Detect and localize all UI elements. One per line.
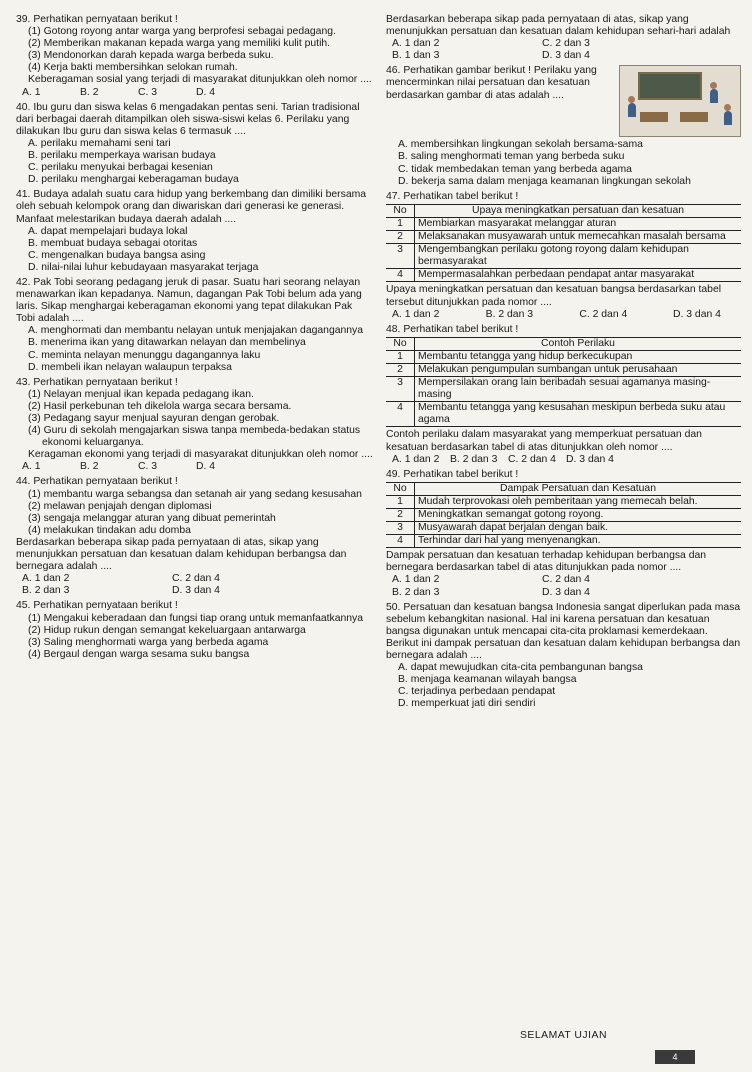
question-stem: Pak Tobi seorang pedagang jeruk di pasar. Suatu hari seorang nelayan menawarkan ikan kepadanya. Namun, dagangan Pak Tobi belum ada yang laris. Sikap menghargai keberagaman ekonomi yang tepat dilakukan Pak Tobi adalah .... xyxy=(16,276,362,325)
option-a[interactable]: A. 1 dan 2 xyxy=(22,573,70,585)
desk-shape xyxy=(680,112,708,122)
table-cell: Mempersilakan orang lain beribadah sesuai agamanya masing-masing xyxy=(415,377,742,402)
statement: (4) Guru di sekolah mengajarkan siswa tanpa membeda-bedakan status ekonomi keluarganya. xyxy=(28,425,361,449)
question-48 xyxy=(386,324,741,466)
statement: (2) Memberikan makanan kepada warga yang memiliki kulit putih. xyxy=(28,38,331,50)
table-cell: 3 xyxy=(386,244,415,269)
question-number: 43. xyxy=(16,376,31,388)
table-cell: 2 xyxy=(386,363,415,376)
table-row xyxy=(386,350,741,363)
option-b[interactable]: B. 2 xyxy=(80,461,99,473)
question-text: Berdasarkan beberapa sikap pada pernyataan di atas, sikap yang menunjukkan persatuan dan kesatuan dalam kehidupan berbangsa dan bernegara adalah .... xyxy=(16,536,347,573)
question-44 xyxy=(16,476,373,597)
table-cell: Mengembangkan perilaku gotong royong dalam kehidupan bermasyarakat xyxy=(415,244,742,269)
question-number: 46. xyxy=(386,65,401,77)
table-header: Upaya meningkatkan persatuan dan kesatuan xyxy=(415,204,742,217)
closing-text: SELAMAT UJIAN xyxy=(520,1030,607,1041)
option-c[interactable]: C. 2 dan 4 xyxy=(579,308,628,320)
table-cell: Membantu tetangga yang hidup berkecukupan xyxy=(415,350,742,363)
question-45-continued xyxy=(386,14,741,62)
table-cell: 4 xyxy=(386,402,415,427)
question-text: Contoh perilaku dalam masyarakat yang memperkuat persatuan dan kesatuan berdasarkan tabel di atas ditunjukkan oleh nomor .... xyxy=(386,429,702,453)
question-number: 44. xyxy=(16,476,31,488)
question-number: 48. xyxy=(386,323,401,335)
option-b[interactable]: B. 2 dan 3 xyxy=(22,585,70,597)
option-b[interactable]: B. menerima ikan yang ditawarkan nelayan dan membelinya xyxy=(28,337,306,349)
person-body-shape xyxy=(724,111,732,125)
option-d[interactable]: D. nilai-nilai luhur kebudayaan masyarakat terjaga xyxy=(28,261,259,273)
question-40 xyxy=(16,102,373,187)
question-39 xyxy=(16,14,373,99)
right-column xyxy=(386,14,741,714)
table-cell: 4 xyxy=(386,269,415,282)
option-d[interactable]: D. 3 dan 4 xyxy=(566,453,614,465)
option-b[interactable]: B. menjaga keamanan wilayah bangsa xyxy=(398,674,577,686)
option-d[interactable]: D. perilaku menghargai keberagaman budaya xyxy=(28,174,239,186)
person-head-shape xyxy=(710,82,717,89)
option-b[interactable]: B. 2 dan 3 xyxy=(450,453,498,465)
question-47 xyxy=(386,191,741,321)
question-number: 50. xyxy=(386,601,401,613)
question-stem: Ibu guru dan siswa kelas 6 mengadakan pentas seni. Tarian tradisional dari berbagai daerah ditampilkan oleh siswa-siswi kelas 6. Perilaku yang dilakukan Ibu guru dan siswa kelas 6 termasuk .... xyxy=(16,101,360,137)
question-stem: Perhatikan pernyataan berikut ! xyxy=(33,14,178,25)
question-text: Berdasarkan beberapa sikap pada pernyataan di atas, sikap yang menunjukkan persatuan dan kesatuan dalam kehidupan sehari-hari adalah xyxy=(386,14,731,38)
person-head-shape xyxy=(724,104,731,111)
option-c[interactable]: C. 2 dan 3 xyxy=(542,38,590,50)
question-number: 42. xyxy=(16,276,31,288)
table-cell: Musyawarah dapat berjalan dengan baik. xyxy=(415,522,742,535)
option-a[interactable]: A. 1 dan 2 xyxy=(392,574,440,586)
statement: (4) melakukan tindakan adu domba xyxy=(28,524,191,536)
table-cell: 3 xyxy=(386,522,415,535)
table-row xyxy=(386,535,741,548)
option-a[interactable]: A. menghormati dan membantu nelayan untuk menjajakan dagangannya xyxy=(28,325,364,337)
option-c[interactable]: C. 3 xyxy=(138,461,158,473)
question-stem: Perhatikan gambar berikut ! Perilaku yang mencerminkan nilai persatuan dan kesatuan berdasarkan gambar di atas adalah .... xyxy=(386,65,597,101)
question-stem: Perhatikan pernyataan berikut ! xyxy=(33,476,178,488)
statement: (1) Nelayan menjual ikan kepada pedagang ikan. xyxy=(28,388,254,400)
person-head-shape xyxy=(628,96,635,103)
statement: (4) Bergaul dengan warga sesama suku bangsa xyxy=(28,648,250,660)
table-cell: 2 xyxy=(386,231,415,244)
option-a[interactable]: A. 1 dan 2 xyxy=(392,38,440,50)
option-c[interactable]: C. meminta nelayan menunggu dagangannya laku xyxy=(28,349,261,361)
table-row xyxy=(386,509,741,522)
question-45 xyxy=(16,600,373,660)
table-row xyxy=(386,377,741,402)
statement: (1) membantu warga sebangsa dan setanah air yang sedang kesusahan xyxy=(28,488,362,500)
question-number: 49. xyxy=(386,468,401,480)
option-d[interactable]: D. 3 dan 4 xyxy=(672,308,721,320)
table-cell: Membiarkan masyarakat melanggar aturan xyxy=(415,217,742,230)
table-row xyxy=(386,244,741,269)
table-header: No xyxy=(386,204,415,217)
option-c[interactable]: C. 2 dan 4 xyxy=(172,573,220,585)
table-cell: Melakukan pengumpulan sumbangan untuk perusahaan xyxy=(415,363,742,376)
statement: (2) Hidup rukun dengan semangat kekeluargaan antarwarga xyxy=(28,624,306,636)
table-cell: 1 xyxy=(386,217,415,230)
option-d[interactable]: D. bekerja sama dalam menjaga keamanan lingkungan sekolah xyxy=(398,175,691,187)
statement: (3) sengaja melanggar aturan yang dibuat pemerintah xyxy=(28,512,276,524)
question-stem: Perhatikan pernyataan berikut ! xyxy=(33,376,178,388)
option-c[interactable]: C. terjadinya perbedaan pendapat xyxy=(398,686,556,698)
question-number: 45. xyxy=(16,600,31,612)
table-cell: 4 xyxy=(386,535,415,548)
question-stem: Perhatikan pernyataan berikut ! xyxy=(33,600,178,612)
table-row xyxy=(386,269,741,282)
question-text: Keberagaman sosial yang terjadi di masyarakat ditunjukkan oleh nomor .... xyxy=(28,74,372,86)
option-d[interactable]: D. 4 xyxy=(196,86,216,98)
option-b[interactable]: B. 1 dan 3 xyxy=(392,50,440,62)
statement: (2) melawan penjajah dengan diplomasi xyxy=(28,500,212,512)
table-cell: Mempermasalahkan perbedaan pendapat antar masyarakat xyxy=(415,269,742,282)
statement: (3) Saling menghormati warga yang berbeda agama xyxy=(28,636,269,648)
table-row xyxy=(386,217,741,230)
option-c[interactable]: C. mengenalkan budaya bangsa asing xyxy=(28,249,206,261)
option-a[interactable]: A. dapat mempelajari budaya lokal xyxy=(28,225,188,237)
table-48 xyxy=(386,337,741,428)
option-a[interactable]: A. 1 xyxy=(22,86,41,98)
question-43 xyxy=(16,377,373,474)
table-cell: Terhindar dari hal yang menyenangkan. xyxy=(415,535,742,548)
blackboard-shape xyxy=(638,72,702,100)
table-row xyxy=(386,495,741,508)
option-d[interactable]: D. 4 xyxy=(196,461,216,473)
left-column xyxy=(16,14,373,664)
option-d[interactable]: D. memperkuat jati diri sendiri xyxy=(398,698,536,710)
desk-shape xyxy=(640,112,668,122)
table-header: Contoh Perilaku xyxy=(415,337,742,350)
table-cell: Membantu tetangga yang kesusahan meskipun berbeda suku atau agama xyxy=(415,402,742,427)
option-b[interactable]: B. membuat budaya sebagai otoritas xyxy=(28,237,198,249)
question-42 xyxy=(16,277,373,374)
table-header: Dampak Persatuan dan Kesatuan xyxy=(415,482,742,495)
option-a[interactable]: A. perilaku memahami seni tari xyxy=(28,137,171,149)
question-text: Keragaman ekonomi yang terjadi di masyarakat ditunjukkan oleh nomor .... xyxy=(28,449,373,461)
option-d[interactable]: D. membeli ikan nelayan walaupun terpaksa xyxy=(28,361,232,373)
statement: (2) Hasil perkebunan teh dikelola warga secara bersama. xyxy=(28,400,292,412)
question-49 xyxy=(386,469,741,599)
option-c[interactable]: C. 3 xyxy=(138,86,158,98)
option-c[interactable]: C. perilaku menyukai berbagai kesenian xyxy=(28,162,213,174)
option-d[interactable]: D. 3 dan 4 xyxy=(542,50,590,62)
question-number: 39. xyxy=(16,14,31,25)
question-number: 41. xyxy=(16,189,31,201)
question-41 xyxy=(16,189,373,274)
option-c[interactable]: C. 2 dan 4 xyxy=(508,453,556,465)
option-b[interactable]: B. 2 xyxy=(80,86,99,98)
question-number: 47. xyxy=(386,190,401,202)
question-text: Dampak persatuan dan kesatuan terhadap kehidupan berbangsa dan bernegara berdasarkan tabel di atas ditunjukkan pada nomor .... xyxy=(386,550,707,574)
table-row xyxy=(386,522,741,535)
question-stem: Persatuan dan kesatuan bangsa Indonesia sangat diperlukan pada masa sebelum kebangkitan nasional. Hal ini karena persatuan dan kesatuan bangsa digunakan untuk mencapai cita-cita proklamasi kemerdekaan. Berikut ini dampak persatuan dan kesatuan dalam kehidupan berbangsa dan bernegara adalah .... xyxy=(386,601,741,662)
table-47 xyxy=(386,204,741,283)
table-49 xyxy=(386,482,741,548)
option-a[interactable]: A. 1 dan 2 xyxy=(392,308,440,320)
table-header: No xyxy=(386,337,415,350)
option-b[interactable]: B. perilaku memperkaya warisan budaya xyxy=(28,150,216,162)
question-50 xyxy=(386,602,741,711)
table-header: No xyxy=(386,482,415,495)
question-stem: Perhatikan tabel berikut ! xyxy=(403,323,519,335)
table-cell: Melaksanakan musyawarah untuk memecahkan masalah bersama xyxy=(415,231,742,244)
statement: (3) Pedagang sayur menjual sayuran dengan gerobak. xyxy=(28,413,280,424)
statement: (1) Mengakui keberadaan dan fungsi tiap orang untuk memanfaatkannya xyxy=(28,612,364,624)
option-d[interactable]: D. 3 dan 4 xyxy=(172,585,220,597)
option-a[interactable]: A. dapat mewujudkan cita-cita pembangunan bangsa xyxy=(398,662,643,674)
question-stem: Perhatikan tabel berikut ! xyxy=(403,468,519,480)
table-cell: 1 xyxy=(386,495,415,508)
classroom-illustration xyxy=(619,65,741,137)
question-stem: Budaya adalah suatu cara hidup yang berkembang dan dimiliki bersama oleh sebuah kelompok orang dan diwariskan dari generasi ke generasi. Manfaat melestarikan budaya daerah adalah .... xyxy=(16,189,367,225)
table-row xyxy=(386,402,741,427)
option-b[interactable]: B. 2 dan 3 xyxy=(485,308,534,320)
option-c[interactable]: C. tidak membedakan teman yang berbeda agama xyxy=(398,163,632,175)
statement: (4) Kerja bakti membersihkan selokan rumah. xyxy=(28,62,238,74)
person-body-shape xyxy=(628,103,636,117)
option-b[interactable]: B. saling menghormati teman yang berbeda suku xyxy=(398,151,625,163)
option-a[interactable]: A. 1 xyxy=(22,461,41,473)
table-cell: 1 xyxy=(386,350,415,363)
table-cell: 3 xyxy=(386,377,415,402)
option-a[interactable]: A. 1 dan 2 xyxy=(392,453,440,465)
option-c[interactable]: C. 2 dan 4 xyxy=(542,574,590,586)
statement: (3) Mendonorkan darah kepada warga berbeda suku. xyxy=(28,50,274,62)
statement: (1) Gotong royong antar warga yang berprofesi sebagai pedagang. xyxy=(28,26,336,38)
question-46 xyxy=(386,65,741,187)
question-text: Upaya meningkatkan persatuan dan kesatuan bangsa berdasarkan tabel tersebut ditunjukkan pada nomor .... xyxy=(386,284,722,308)
table-cell: 2 xyxy=(386,509,415,522)
person-body-shape xyxy=(710,89,718,103)
question-stem: Perhatikan tabel berikut ! xyxy=(403,190,519,202)
question-number: 40. xyxy=(16,101,31,113)
option-a[interactable]: A. membersihkan lingkungan sekolah bersama-sama xyxy=(398,139,643,151)
table-row xyxy=(386,231,741,244)
option-b[interactable]: B. 2 dan 3 xyxy=(392,586,440,598)
table-cell: Meningkatkan semangat gotong royong. xyxy=(415,509,742,522)
table-row xyxy=(386,363,741,376)
table-cell: Mudah terprovokasi oleh pemberitaan yang memecah belah. xyxy=(415,495,742,508)
page-number: 4 xyxy=(655,1050,695,1064)
option-d[interactable]: D. 3 dan 4 xyxy=(542,586,590,598)
